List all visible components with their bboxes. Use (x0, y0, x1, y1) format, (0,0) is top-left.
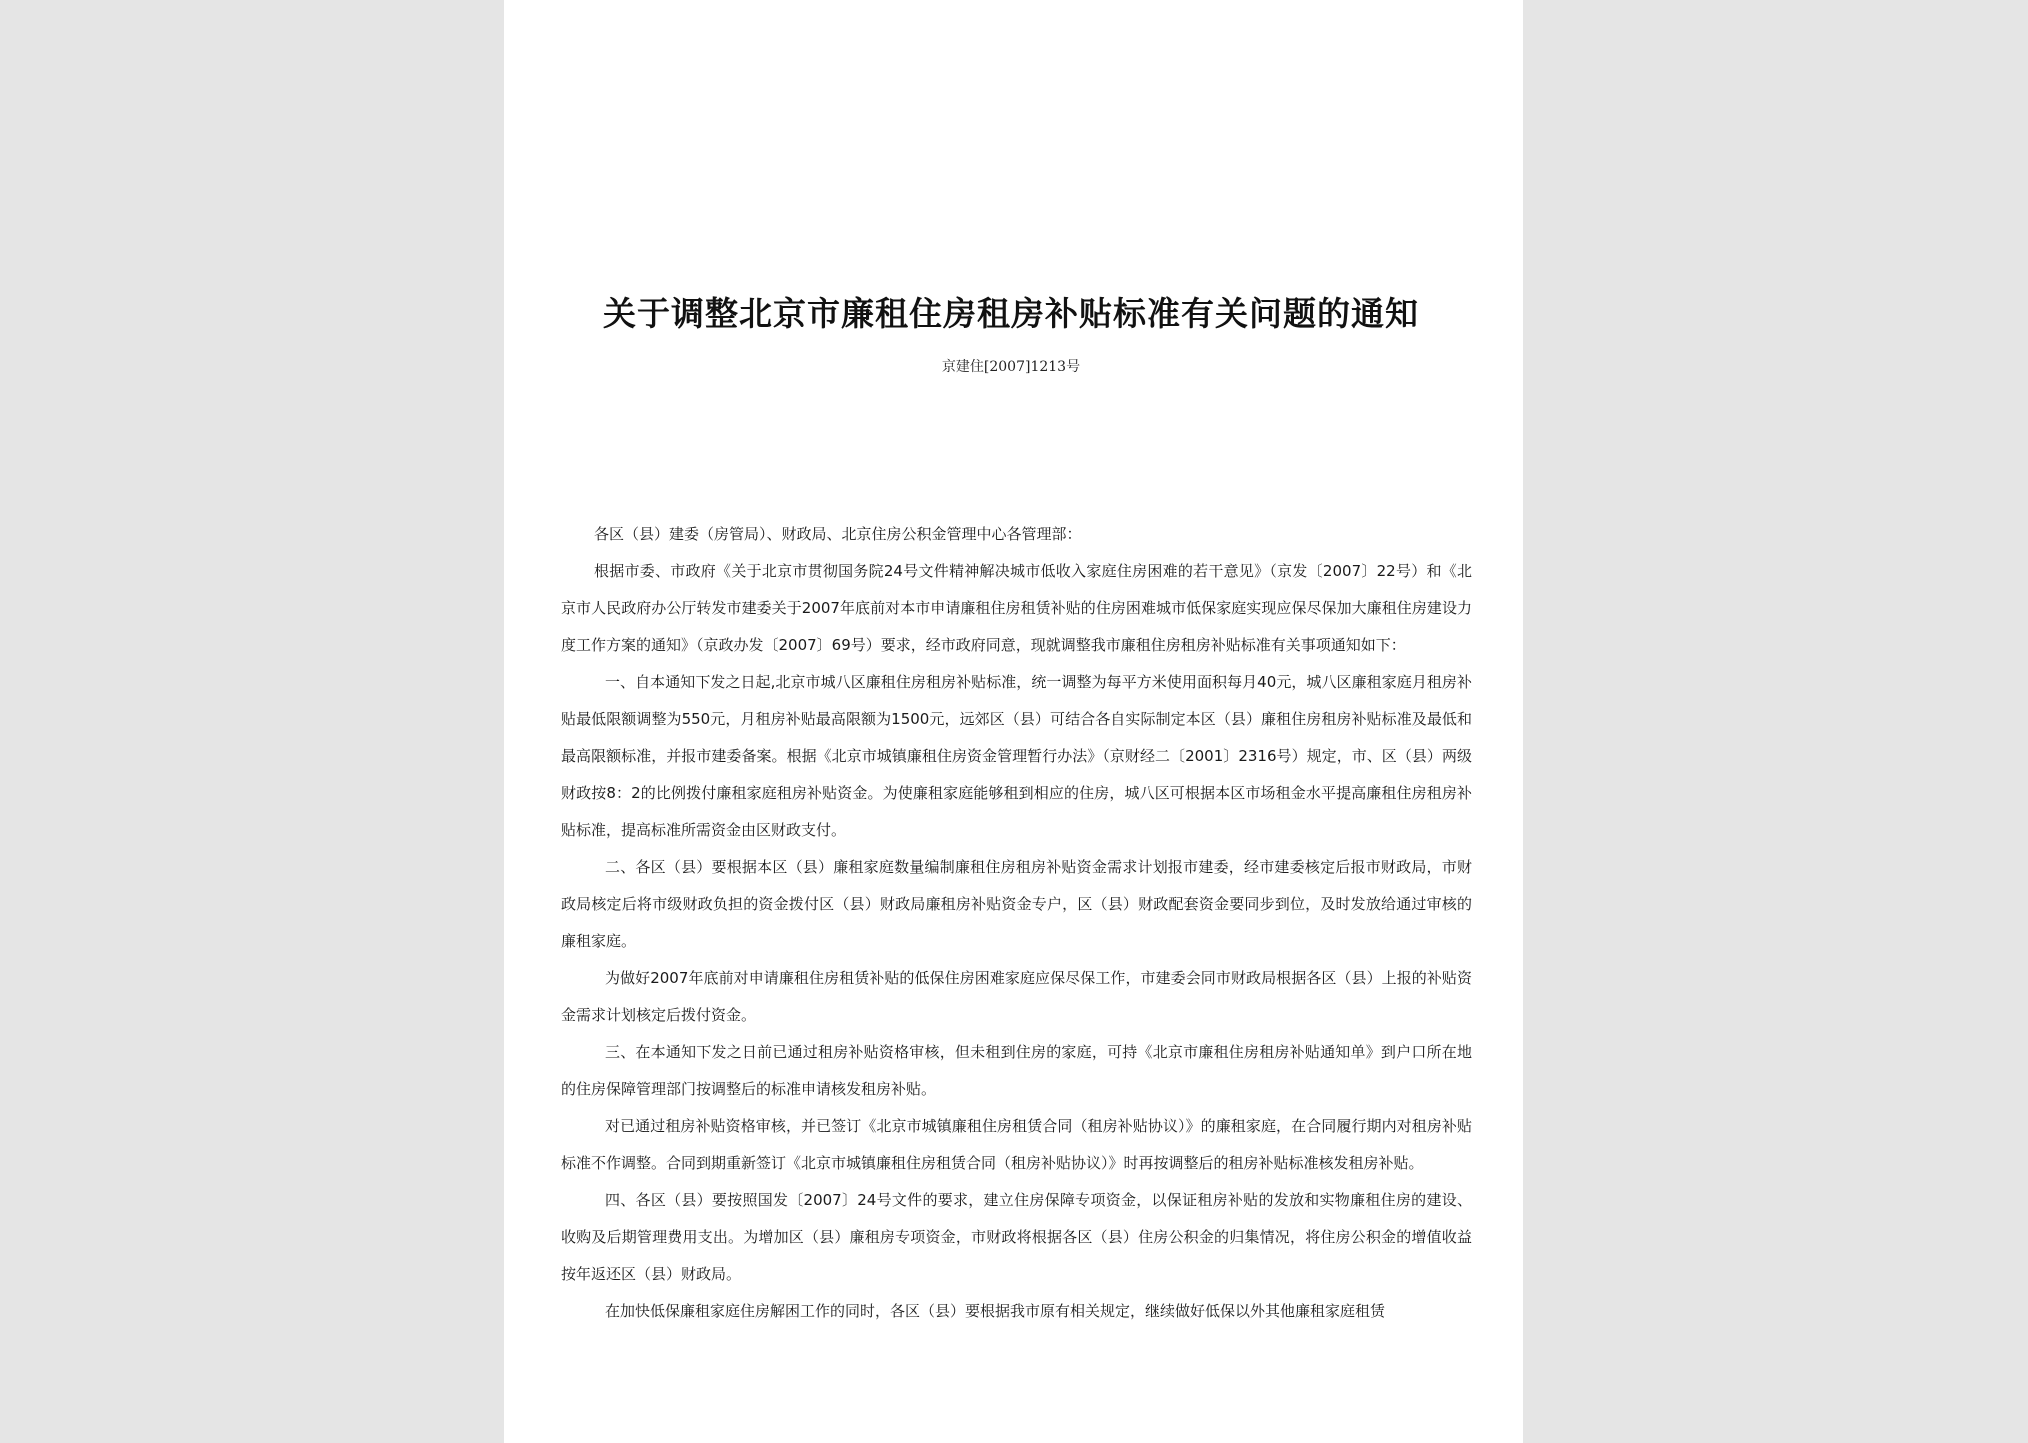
body-paragraph: 四、各区（县）要按照国发〔2007〕24号文件的要求，建立住房保障专项资金，以保证租房补贴的发放和实物廉租住房的建设、收购及后期管理费用支出。为增加区（县）廉租房专项资金，市财政将根据各区（县）住房公积金的归集情况，将住房公积金的增值收益按年返还区（县）财政局。 (561, 1191, 1472, 1283)
document-title: 关于调整北京市廉租住房租房补贴标准有关问题的通知 (603, 294, 1419, 333)
body-paragraph: 为做好2007年底前对申请廉租住房租赁补贴的低保住房困难家庭应保尽保工作，市建委会同市财政局根据各区（县）上报的补贴资金需求计划核定后拨付资金。 (561, 969, 1472, 1024)
body-paragraph: 根据市委、市政府《关于北京市贯彻国务院24号文件精神解决城市低收入家庭住房困难的若干意见》（京发〔2007〕22号）和《北京市人民政府办公厅转发市建委关于2007年底前对本市申请廉租住房租赁补贴的住房困难城市低保家庭实现应保尽保加大廉租住房建设力度工作方案的通知》（京政办发〔2007〕69号）要求，经市政府同意，现就调整我市廉租住房租房补贴标准有关事项通知如下： (561, 562, 1472, 654)
salutation-paragraph: 各区（县）建委（房管局）、财政局、北京住房公积金管理中心各管理部： (594, 525, 1082, 543)
document-number: 京建住[2007]1213号 (941, 359, 1081, 375)
document-page (504, 0, 1523, 1443)
document-body (561, 516, 1472, 1330)
body-paragraph: 三、在本通知下发之日前已通过租房补贴资格审核，但未租到住房的家庭，可持《北京市廉租住房租房补贴通知单》到户口所在地的住房保障管理部门按调整后的标准申请核发租房补贴。 (561, 1043, 1472, 1098)
body-paragraph: 在加快低保廉租家庭住房解困工作的同时，各区（县）要根据我市原有相关规定，继续做好低保以外其他廉租家庭租赁 (605, 1302, 1386, 1320)
body-paragraph: 二、各区（县）要根据本区（县）廉租家庭数量编制廉租住房租房补贴资金需求计划报市建委，经市建委核定后报市财政局，市财政局核定后将市级财政负担的资金拨付区（县）财政局廉租房补贴资金专户，区（县）财政配套资金要同步到位，及时发放给通过审核的廉租家庭。 (561, 858, 1472, 950)
body-paragraph: 一、自本通知下发之日起,北京市城八区廉租住房租房补贴标准，统一调整为每平方米使用面积每月40元，城八区廉租家庭月租房补贴最低限额调整为550元，月租房补贴最高限额为1500元，远郊区（县）可结合各自实际制定本区（县）廉租住房租房补贴标准及最低和最高限额标准，并报市建委备案。根据《北京市城镇廉租住房资金管理暂行办法》（京财经二〔2001〕2316号）规定，市、区（县）两级财政按8：2的比例拨付廉租家庭租房补贴资金。为使廉租家庭能够租到相应的住房，城八区可根据本区市场租金水平提高廉租住房租房补贴标准，提高标准所需资金由区财政支付。 (561, 673, 1472, 839)
body-paragraph: 对已通过租房补贴资格审核，并已签订《北京市城镇廉租住房租赁合同（租房补贴协议）》的廉租家庭，在合同履行期内对租房补贴标准不作调整。合同到期重新签订《北京市城镇廉租住房租赁合同（租房补贴协议）》时再按调整后的租房补贴标准核发租房补贴。 (561, 1117, 1472, 1172)
